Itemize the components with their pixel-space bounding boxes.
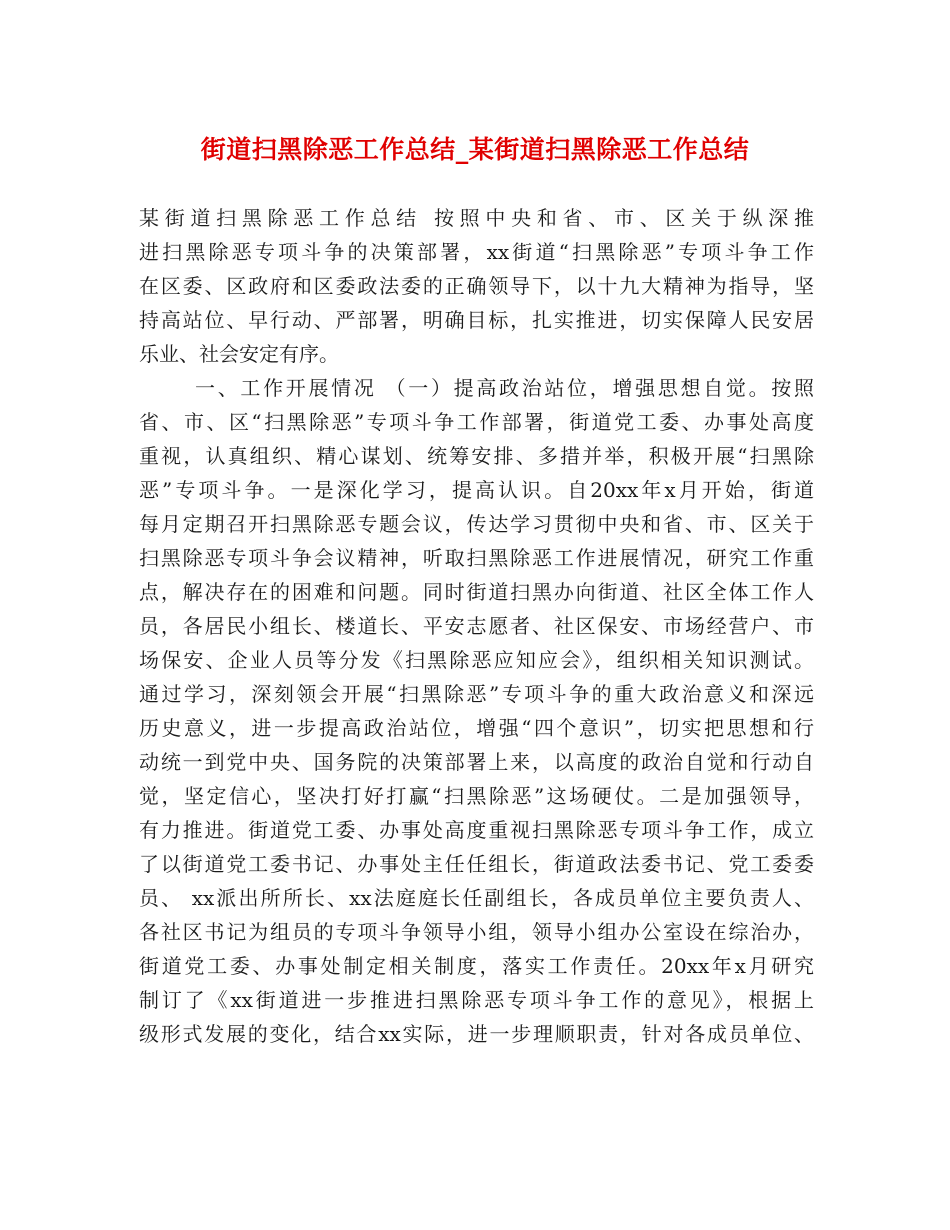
body-line: 历史意义，进一步提高政治站位，增强“四个意识”，切实把思想和行 xyxy=(139,716,814,740)
body-line: 级形式发展的变化，结合xx实际，进一步理顺职责，针对各成员单位、 xyxy=(139,1022,814,1046)
body-line: 街道党工委、办事处制定相关制度，落实工作责任。20xx年x月研究 xyxy=(139,954,814,978)
body-line: 了以街道党工委书记、办事处主任任组长，街道政法委书记、党工委委 xyxy=(139,852,814,876)
body-line: 某街道扫黑除恶工作总结 按照中央和省、市、区关于纵深推 xyxy=(139,206,814,230)
body-line: 扫黑除恶专项斗争会议精神，听取扫黑除恶工作进展情况，研究工作重 xyxy=(139,546,814,570)
body-line: 员，各居民小组长、楼道长、平安志愿者、社区保安、市场经营户、市 xyxy=(139,614,814,638)
document-title: 街道扫黑除恶工作总结_某街道扫黑除恶工作总结 xyxy=(200,135,750,164)
body-line: 省、市、区“扫黑除恶”专项斗争工作部署，街道党工委、办事处高度 xyxy=(139,410,814,434)
section-heading-line: 一、工作开展情况 （一）提高政治站位，增强思想自觉。按照 xyxy=(195,376,814,400)
body-line: 恶”专项斗争。一是深化学习，提高认识。自20xx年x月开始，街道 xyxy=(139,478,814,502)
body-line: 有力推进。街道党工委、办事处高度重视扫黑除恶专项斗争工作，成立 xyxy=(139,818,814,842)
body-line: 在区委、区政府和区委政法委的正确领导下，以十九大精神为指导，坚 xyxy=(139,274,814,298)
body-line: 制订了《xx街道进一步推进扫黑除恶专项斗争工作的意见》，根据上 xyxy=(139,988,814,1012)
body-line: 动统一到党中央、国务院的决策部署上来，以高度的政治自觉和行动自 xyxy=(139,750,814,774)
body-line: 通过学习，深刻领会开展“扫黑除恶”专项斗争的重大政治意义和深远 xyxy=(139,682,814,706)
body-line: 重视，认真组织、精心谋划、统筹安排、多措并举，积极开展“扫黑除 xyxy=(139,444,814,468)
body-line: 觉，坚定信心，坚决打好打赢“扫黑除恶”这场硬仗。二是加强领导， xyxy=(139,784,814,808)
body-line: 持高站位、早行动、严部署，明确目标，扎实推进，切实保障人民安居 xyxy=(139,308,814,332)
body-line: 场保安、企业人员等分发《扫黑除恶应知应会》，组织相关知识测试。 xyxy=(139,648,814,672)
body-line: 每月定期召开扫黑除恶专题会议，传达学习贯彻中央和省、市、区关于 xyxy=(139,512,814,536)
body-line: 员、 xx派出所所长、xx法庭庭长任副组长，各成员单位主要负责人、 xyxy=(139,886,814,910)
body-line: 乐业、社会安定有序。 xyxy=(139,342,339,366)
body-line: 点，解决存在的困难和问题。同时街道扫黑办向街道、社区全体工作人 xyxy=(139,580,814,604)
body-line: 各社区书记为组员的专项斗争领导小组，领导小组办公室设在综治办， xyxy=(139,920,814,944)
document-body xyxy=(139,201,814,1051)
body-line: 进扫黑除恶专项斗争的决策部署，xx街道“扫黑除恶”专项斗争工作 xyxy=(139,240,814,264)
